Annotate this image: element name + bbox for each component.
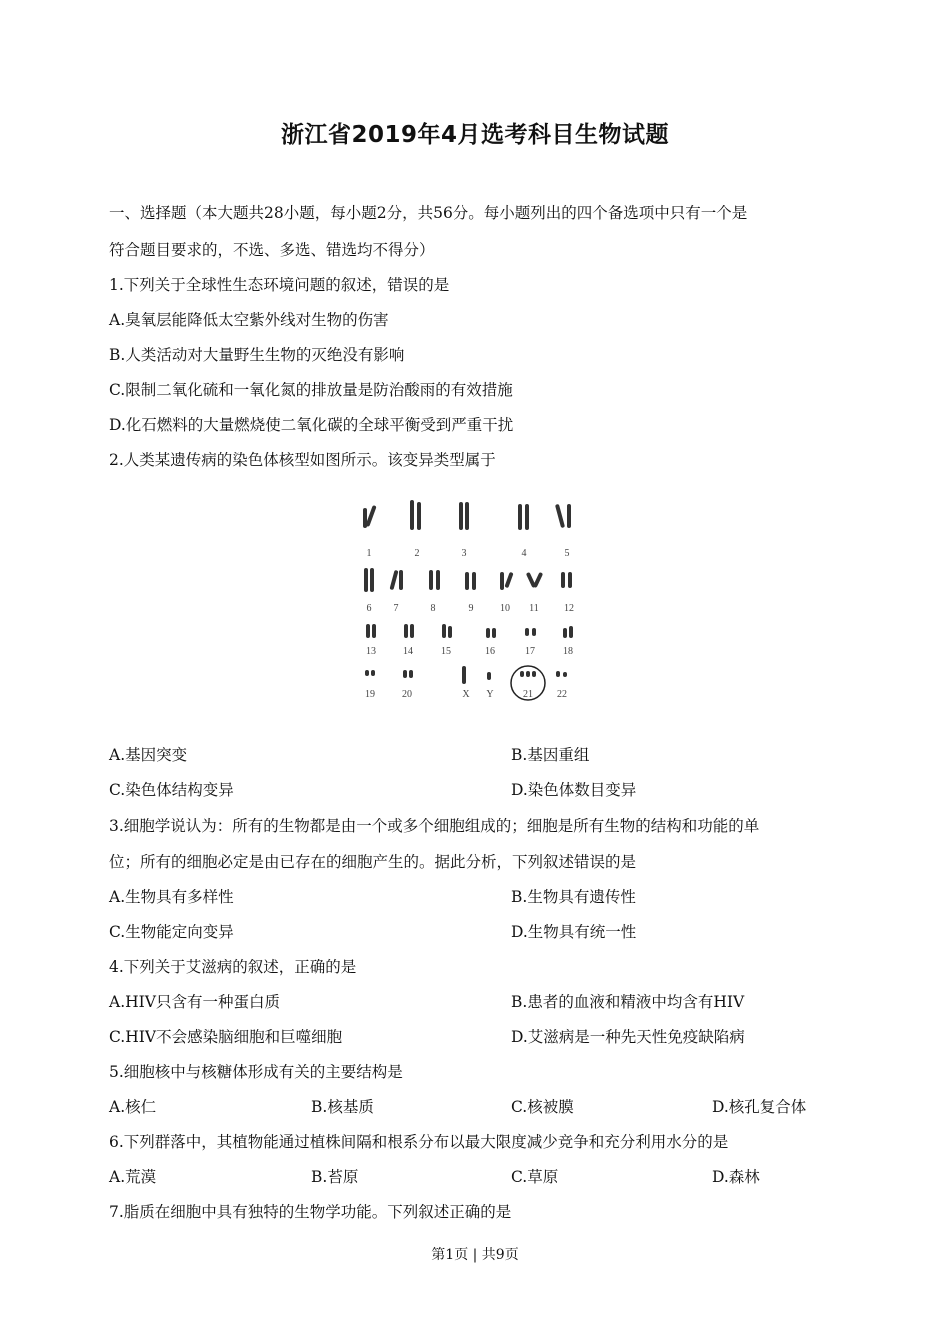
q5-option-c: C.核被膜 (511, 1098, 574, 1116)
karyo-label-21: 21 (523, 689, 533, 700)
page-title: 浙江省2019年4月选考科目生物试题 (280, 122, 670, 148)
karyo-label-17: 17 (525, 646, 535, 657)
q3-option-c: C.生物能定向变异 (109, 923, 234, 941)
q5-option-b: B.核基质 (311, 1098, 374, 1116)
q4-option-a: A.HIV只含有一种蛋白质 (109, 993, 280, 1011)
karyo-label-12: 12 (564, 603, 574, 614)
page-footer: 第1页 | 共9页 (431, 1247, 519, 1263)
karyo-label-18: 18 (563, 646, 573, 657)
q1-option-c: C.限制二氧化硫和一氧化氮的排放量是防治酸雨的有效措施 (109, 381, 513, 399)
q6-option-c: C.草原 (511, 1168, 559, 1186)
karyo-label-8: 8 (430, 603, 436, 614)
q4-options-row2 (109, 1027, 829, 1047)
karyo-label-10: 10 (500, 603, 510, 614)
q2-option-c: C.染色体结构变异 (109, 781, 234, 799)
karyo-label-5: 5 (564, 548, 570, 559)
q3-stem-line1: 3.细胞学说认为：所有的生物都是由一个或多个细胞组成的；细胞是所有生物的结构和功能的单 (109, 817, 760, 835)
q3-option-d: D.生物具有统一性 (511, 923, 637, 941)
karyo-label-1: 1 (366, 548, 372, 559)
karyo-label-4: 4 (521, 548, 527, 559)
q2-options-row1 (109, 745, 829, 765)
q5-option-a: A.核仁 (109, 1098, 157, 1116)
q5-option-d: D.核孔复合体 (712, 1098, 807, 1116)
karyo-label-19: 19 (365, 689, 375, 700)
q6-option-a: A.荒漠 (109, 1168, 157, 1186)
q1-stem: 1.下列关于全球性生态环境问题的叙述，错误的是 (109, 276, 450, 294)
q3-option-b: B.生物具有遗传性 (511, 888, 636, 906)
q2-stem: 2.人类某遗传病的染色体核型如图所示。该变异类型属于 (109, 451, 496, 469)
q5-options (109, 1097, 829, 1117)
karyo-label-x: X (462, 689, 470, 700)
section-instructions-line1: 一、选择题（本大题共28小题，每小题2分，共56分。每小题列出的四个备选项中只有一个是 (109, 204, 748, 222)
karyo-label-3: 3 (461, 548, 467, 559)
q3-options-row2 (109, 922, 829, 942)
q4-stem: 4.下列关于艾滋病的叙述，正确的是 (109, 958, 357, 976)
q4-options-row1 (109, 992, 829, 1012)
karyo-label-16: 16 (485, 646, 495, 657)
karyo-label-20: 20 (402, 689, 412, 700)
q4-option-d: D.艾滋病是一种先天性免疫缺陷病 (511, 1028, 745, 1046)
karyo-label-15: 15 (441, 646, 451, 657)
q7-stem: 7.脂质在细胞中具有独特的生物学功能。下列叙述正确的是 (109, 1203, 512, 1221)
q2-option-d: D.染色体数目变异 (511, 781, 637, 799)
q6-options (109, 1167, 829, 1187)
q2-options-row2 (109, 780, 829, 800)
q6-option-d: D.森林 (712, 1168, 760, 1186)
q1-option-d: D.化石燃料的大量燃烧使二氧化碳的全球平衡受到严重干扰 (109, 416, 514, 434)
karyo-label-13: 13 (366, 646, 376, 657)
q2-option-b: B.基因重组 (511, 746, 590, 764)
q4-option-c: C.HIV不会感染脑细胞和巨噬细胞 (109, 1028, 343, 1046)
q6-stem: 6.下列群落中，其植物能通过植株间隔和根系分布以最大限度减少竞争和充分利用水分的是 (109, 1133, 729, 1151)
q5-stem: 5.细胞核中与核糖体形成有关的主要结构是 (109, 1063, 403, 1081)
q1-option-b: B.人类活动对大量野生生物的灭绝没有影响 (109, 346, 405, 364)
q4-option-b: B.患者的血液和精液中均含有HIV (511, 993, 745, 1011)
karyo-label-2: 2 (414, 548, 420, 559)
karyo-label-9: 9 (468, 603, 474, 614)
karyotype-figure (350, 490, 590, 710)
karyo-label-22: 22 (557, 689, 567, 700)
q3-stem-line2: 位；所有的细胞必定是由已存在的细胞产生的。据此分析，下列叙述错误的是 (109, 853, 637, 871)
q2-option-a: A.基因突变 (109, 746, 188, 764)
q3-option-a: A.生物具有多样性 (109, 888, 234, 906)
karyo-label-11: 11 (529, 603, 539, 614)
q3-options-row1 (109, 887, 829, 907)
q6-option-b: B.苔原 (311, 1168, 359, 1186)
q1-option-a: A.臭氧层能降低太空紫外线对生物的伤害 (109, 311, 389, 329)
karyo-label-y: Y (486, 689, 494, 700)
karyo-label-6: 6 (366, 603, 372, 614)
karyo-label-14: 14 (403, 646, 413, 657)
karyo-label-7: 7 (393, 603, 399, 614)
section-instructions-line2: 符合题目要求的，不选、多选、错选均不得分） (109, 241, 435, 259)
